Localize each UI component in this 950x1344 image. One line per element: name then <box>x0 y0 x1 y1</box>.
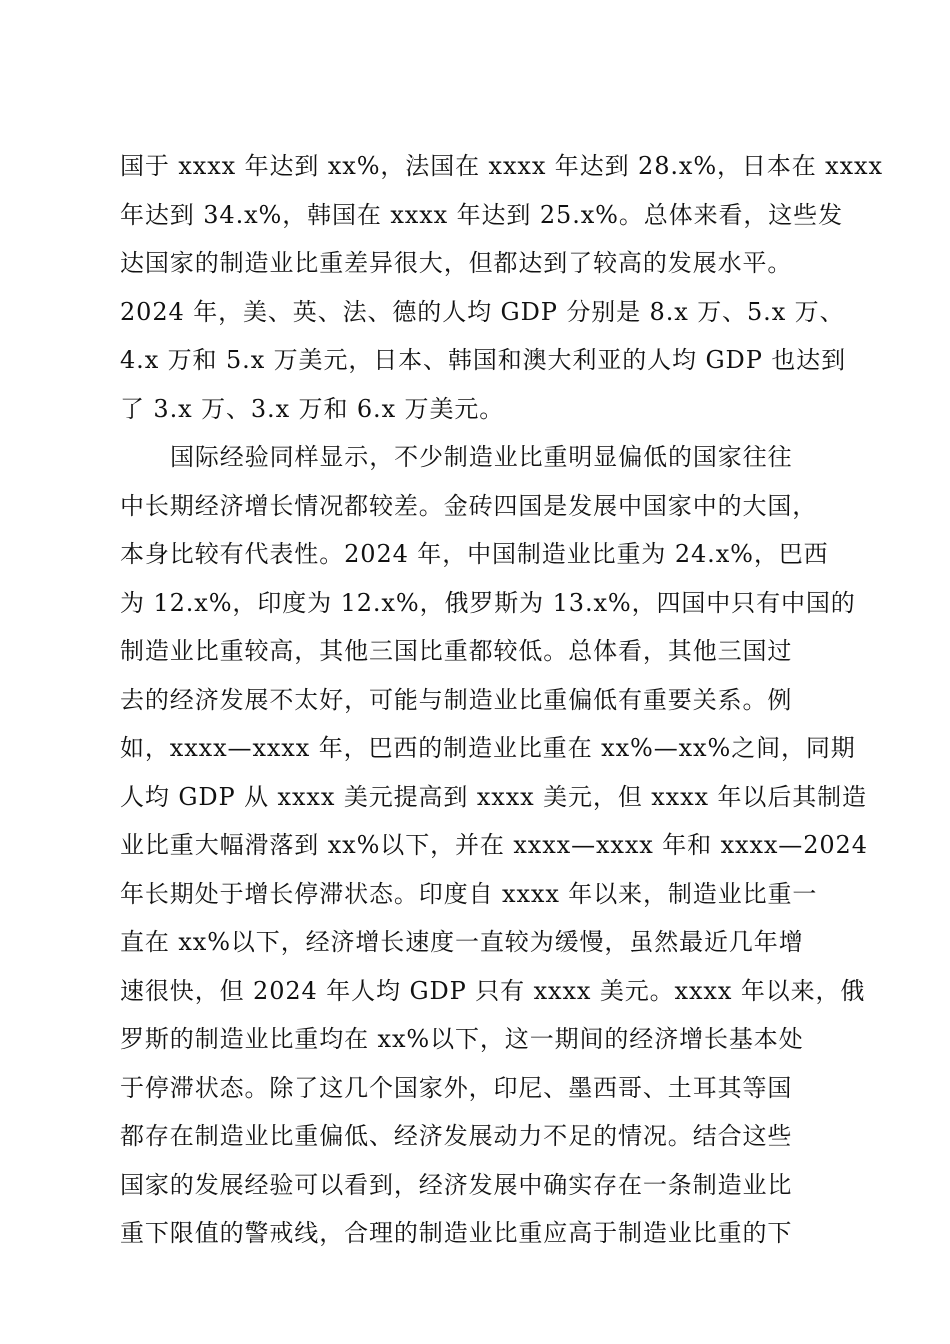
text-line: 4.x 万和 5.x 万美元，日本、韩国和澳大利亚的人均 GDP 也达到 <box>120 346 846 374</box>
text-line: 年达到 34.x%，韩国在 xxxx 年达到 25.x%。总体来看，这些发 <box>120 200 843 229</box>
document-body <box>120 142 883 1258</box>
text-line: 中长期经济增长情况都较差。金砖四国是发展中国家中的大国， <box>120 491 818 520</box>
text-line: 业比重大幅滑落到 xx%以下，并在 xxxx—xxxx 年和 xxxx—2024 <box>120 831 868 859</box>
text-line: 于停滞状态。除了这几个国家外，印尼、墨西哥、土耳其等国 <box>120 1073 793 1102</box>
text-line: 都存在制造业比重偏低、经济发展动力不足的情况。结合这些 <box>120 1122 793 1150</box>
text-line: 本身比较有代表性。2024 年，中国制造业比重为 24.x%，巴西 <box>120 540 829 568</box>
text-line: 人均 GDP 从 xxxx 美元提高到 xxxx 美元，但 xxxx 年以后其制造 <box>120 782 867 811</box>
paragraph <box>120 433 868 1258</box>
text-line: 2024 年，美、英、法、德的人均 GDP 分别是 8.x 万、5.x 万、 <box>120 297 845 326</box>
paragraph <box>120 142 883 433</box>
text-line: 速很快，但 2024 年人均 GDP 只有 xxxx 美元。xxxx 年以来，俄 <box>120 976 866 1005</box>
text-line: 制造业比重较高，其他三国比重都较低。总体看，其他三国过 <box>120 637 793 665</box>
text-line: 直在 xx%以下，经济增长速度一直较为缓慢，虽然最近几年增 <box>120 928 804 956</box>
text-line: 国家的发展经验可以看到，经济发展中确实存在一条制造业比 <box>120 1170 793 1199</box>
text-line: 为 12.x%，印度为 12.x%，俄罗斯为 13.x%，四国中只有中国的 <box>120 588 856 617</box>
text-line: 罗斯的制造业比重均在 xx%以下，这一期间的经济增长基本处 <box>120 1025 804 1053</box>
text-line: 重下限值的警戒线，合理的制造业比重应高于制造业比重的下 <box>120 1219 793 1247</box>
text-line: 国际经验同样显示，不少制造业比重明显偏低的国家往往 <box>170 443 793 471</box>
text-line: 国于 xxxx 年达到 xx%，法国在 xxxx 年达到 28.x%，日本在 xxxx <box>120 152 883 180</box>
text-line: 了 3.x 万、3.x 万和 6.x 万美元。 <box>120 394 505 423</box>
text-line: 年长期处于增长停滞状态。印度自 xxxx 年以来，制造业比重一 <box>120 879 818 908</box>
text-line: 达国家的制造业比重差异很大，但都达到了较高的发展水平。 <box>120 249 793 277</box>
text-line: 如，xxxx—xxxx 年，巴西的制造业比重在 xx%—xx%之间，同期 <box>120 734 856 762</box>
text-line: 去的经济发展不太好，可能与制造业比重偏低有重要关系。例 <box>120 685 793 714</box>
